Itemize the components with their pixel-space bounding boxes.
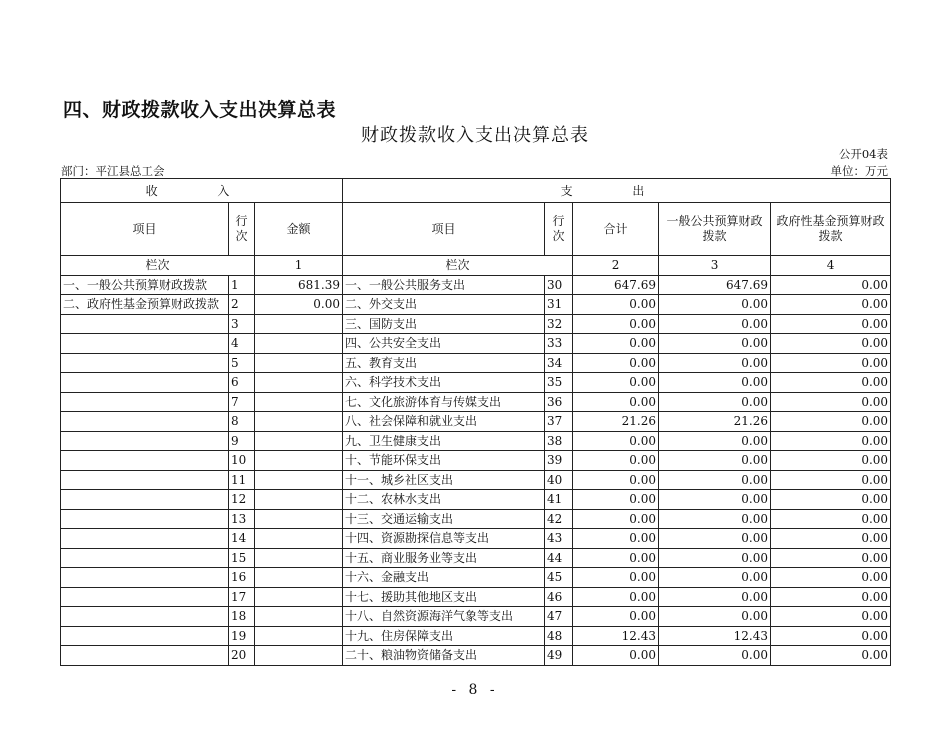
total-index: 2 (573, 256, 659, 276)
expense-fund-cell: 0.00 (771, 275, 891, 295)
income-item-cell (61, 646, 229, 666)
table-row (61, 275, 891, 295)
income-row-no-cell: 18 (229, 607, 255, 627)
income-amount-cell (255, 548, 343, 568)
expense-item-cell: 七、文化旅游体育与传媒支出 (343, 392, 545, 412)
expense-general-cell: 0.00 (659, 607, 771, 627)
expense-item-cell: 十一、城乡社区支出 (343, 470, 545, 490)
table-row (61, 548, 891, 568)
expense-total-cell: 0.00 (573, 646, 659, 666)
expense-row-no-cell: 32 (545, 314, 573, 334)
expense-total-cell: 21.26 (573, 412, 659, 432)
expense-fund-cell: 0.00 (771, 509, 891, 529)
expense-general-cell: 0.00 (659, 568, 771, 588)
general-index: 3 (659, 256, 771, 276)
expense-item-cell: 十六、金融支出 (343, 568, 545, 588)
expense-general-cell: 0.00 (659, 529, 771, 549)
income-amount-cell (255, 392, 343, 412)
expense-general-cell: 0.00 (659, 646, 771, 666)
table-row (61, 646, 891, 666)
expense-row-no-cell: 45 (545, 568, 573, 588)
expense-row-no-cell: 43 (545, 529, 573, 549)
expense-row-no-cell: 46 (545, 587, 573, 607)
expense-row-no-cell: 44 (545, 548, 573, 568)
expense-general-cell: 0.00 (659, 392, 771, 412)
income-item-cell (61, 587, 229, 607)
expense-total-cell: 0.00 (573, 490, 659, 510)
table-row (61, 314, 891, 334)
expense-fund-cell: 0.00 (771, 334, 891, 354)
expense-general-cell: 0.00 (659, 548, 771, 568)
income-amount-cell (255, 509, 343, 529)
table-row (61, 431, 891, 451)
expense-item-cell: 二、外交支出 (343, 295, 545, 315)
unit-label: 单位：万元 (830, 164, 888, 178)
table-row (61, 392, 891, 412)
expense-general-cell: 0.00 (659, 353, 771, 373)
income-row-no-cell: 5 (229, 353, 255, 373)
expense-total-cell: 0.00 (573, 529, 659, 549)
income-row-no-cell: 4 (229, 334, 255, 354)
table-row (61, 509, 891, 529)
expense-general-header: 一般公共预算财政拨款 (659, 203, 771, 256)
expense-item-cell: 五、教育支出 (343, 353, 545, 373)
expense-section-header: 支 出 (343, 179, 891, 203)
expense-general-cell: 0.00 (659, 451, 771, 471)
expense-index-label: 栏次 (343, 256, 573, 276)
form-number: 公开04表 (838, 147, 888, 161)
expense-total-cell: 647.69 (573, 275, 659, 295)
expense-fund-cell: 0.00 (771, 548, 891, 568)
income-amount-cell (255, 470, 343, 490)
expense-row-no-cell: 40 (545, 470, 573, 490)
table-row (61, 568, 891, 588)
expense-fund-cell: 0.00 (771, 490, 891, 510)
expense-row-no-cell: 37 (545, 412, 573, 432)
income-amount-cell (255, 353, 343, 373)
expense-row-no-cell: 38 (545, 431, 573, 451)
table-row (61, 490, 891, 510)
income-row-no-cell: 11 (229, 470, 255, 490)
expense-fund-cell: 0.00 (771, 607, 891, 627)
expense-general-cell: 0.00 (659, 431, 771, 451)
expense-total-header: 合计 (573, 203, 659, 256)
expense-total-cell: 0.00 (573, 353, 659, 373)
income-row-no-cell: 20 (229, 646, 255, 666)
expense-row-no-cell: 35 (545, 373, 573, 393)
expense-row-no-cell: 39 (545, 451, 573, 471)
expense-row-no-cell: 42 (545, 509, 573, 529)
income-item-cell (61, 314, 229, 334)
expense-item-cell: 六、科学技术支出 (343, 373, 545, 393)
table-row (61, 353, 891, 373)
income-amount-cell (255, 568, 343, 588)
expense-total-cell: 0.00 (573, 373, 659, 393)
expense-item-cell: 十九、住房保障支出 (343, 626, 545, 646)
expense-item-cell: 十八、自然资源海洋气象等支出 (343, 607, 545, 627)
expense-fund-cell: 0.00 (771, 295, 891, 315)
expense-total-cell: 0.00 (573, 548, 659, 568)
expense-total-cell: 0.00 (573, 587, 659, 607)
expense-item-cell: 三、国防支出 (343, 314, 545, 334)
income-item-cell (61, 353, 229, 373)
income-row-no-cell: 12 (229, 490, 255, 510)
expense-general-cell: 0.00 (659, 314, 771, 334)
page-heading: 四、财政拨款收入支出决算总表 (63, 99, 337, 121)
income-row-no-cell: 15 (229, 548, 255, 568)
expense-fund-cell: 0.00 (771, 314, 891, 334)
income-item-cell (61, 334, 229, 354)
expense-general-cell: 0.00 (659, 509, 771, 529)
expense-fund-header: 政府性基金预算财政拨款 (771, 203, 891, 256)
expense-fund-cell: 0.00 (771, 646, 891, 666)
income-amount-cell (255, 334, 343, 354)
income-item-cell (61, 470, 229, 490)
expense-total-cell: 0.00 (573, 431, 659, 451)
income-amount-cell (255, 451, 343, 471)
section-header-row (61, 179, 891, 203)
table-row (61, 470, 891, 490)
income-item-cell: 一、一般公共预算财政拨款 (61, 275, 229, 295)
fund-index: 4 (771, 256, 891, 276)
expense-item-cell: 十三、交通运输支出 (343, 509, 545, 529)
expense-total-cell: 0.00 (573, 470, 659, 490)
income-row-no-cell: 10 (229, 451, 255, 471)
income-row-no-cell: 9 (229, 431, 255, 451)
income-amount-cell (255, 314, 343, 334)
expense-fund-cell: 0.00 (771, 529, 891, 549)
income-row-no-cell: 3 (229, 314, 255, 334)
table-row (61, 626, 891, 646)
expense-general-cell: 0.00 (659, 295, 771, 315)
income-amount-cell (255, 626, 343, 646)
expense-fund-cell: 0.00 (771, 392, 891, 412)
table-row (61, 529, 891, 549)
expense-fund-cell: 0.00 (771, 626, 891, 646)
income-row-no-cell: 6 (229, 373, 255, 393)
expense-item-cell: 九、卫生健康支出 (343, 431, 545, 451)
expense-fund-cell: 0.00 (771, 451, 891, 471)
expense-fund-cell: 0.00 (771, 431, 891, 451)
expense-row-no-cell: 36 (545, 392, 573, 412)
income-row-no-cell: 17 (229, 587, 255, 607)
expense-total-cell: 0.00 (573, 509, 659, 529)
expense-item-cell: 一、一般公共服务支出 (343, 275, 545, 295)
expense-row-no-cell: 31 (545, 295, 573, 315)
income-row-no-cell: 7 (229, 392, 255, 412)
column-header-row (61, 203, 891, 256)
income-amount-cell (255, 490, 343, 510)
table-row (61, 373, 891, 393)
expense-general-cell: 0.00 (659, 373, 771, 393)
expense-row-no-cell: 49 (545, 646, 573, 666)
table-row (61, 412, 891, 432)
income-item-cell (61, 431, 229, 451)
income-index-label: 栏次 (61, 256, 255, 276)
expense-fund-cell: 0.00 (771, 373, 891, 393)
income-amount-cell (255, 646, 343, 666)
expense-fund-cell: 0.00 (771, 470, 891, 490)
expense-item-cell: 十四、资源勘探信息等支出 (343, 529, 545, 549)
income-item-cell (61, 451, 229, 471)
expense-general-cell: 0.00 (659, 470, 771, 490)
expense-item-cell: 十七、援助其他地区支出 (343, 587, 545, 607)
income-row-no-cell: 19 (229, 626, 255, 646)
income-row-no-cell: 13 (229, 509, 255, 529)
column-index-row (61, 256, 891, 276)
expense-general-cell: 647.69 (659, 275, 771, 295)
budget-table (60, 178, 891, 666)
income-amount-cell (255, 431, 343, 451)
income-amount-cell: 0.00 (255, 295, 343, 315)
income-amount-index: 1 (255, 256, 343, 276)
expense-total-cell: 12.43 (573, 626, 659, 646)
expense-fund-cell: 0.00 (771, 353, 891, 373)
expense-row-no-cell: 33 (545, 334, 573, 354)
income-item-cell (61, 490, 229, 510)
table-title: 财政拨款收入支出决算总表 (361, 125, 589, 146)
income-item-cell (61, 626, 229, 646)
income-amount-cell: 681.39 (255, 275, 343, 295)
expense-item-cell: 十、节能环保支出 (343, 451, 545, 471)
table-row (61, 295, 891, 315)
income-amount-cell (255, 412, 343, 432)
expense-total-cell: 0.00 (573, 392, 659, 412)
expense-row-no-cell: 41 (545, 490, 573, 510)
income-item-cell (61, 509, 229, 529)
expense-item-cell: 二十、粮油物资储备支出 (343, 646, 545, 666)
expense-fund-cell: 0.00 (771, 412, 891, 432)
expense-item-header: 项目 (343, 203, 545, 256)
expense-general-cell: 0.00 (659, 334, 771, 354)
income-amount-cell (255, 607, 343, 627)
expense-total-cell: 0.00 (573, 314, 659, 334)
expense-fund-cell: 0.00 (771, 587, 891, 607)
expense-item-cell: 八、社会保障和就业支出 (343, 412, 545, 432)
income-amount-header: 金额 (255, 203, 343, 256)
income-row-no-cell: 8 (229, 412, 255, 432)
income-row-no-header: 行次 (229, 203, 255, 256)
expense-total-cell: 0.00 (573, 568, 659, 588)
expense-general-cell: 0.00 (659, 490, 771, 510)
income-row-no-cell: 1 (229, 275, 255, 295)
income-amount-cell (255, 587, 343, 607)
income-item-cell (61, 412, 229, 432)
expense-item-cell: 十五、商业服务业等支出 (343, 548, 545, 568)
income-row-no-cell: 2 (229, 295, 255, 315)
expense-fund-cell: 0.00 (771, 568, 891, 588)
income-row-no-cell: 14 (229, 529, 255, 549)
table-row (61, 587, 891, 607)
expense-item-cell: 四、公共安全支出 (343, 334, 545, 354)
income-item-cell (61, 392, 229, 412)
table-row (61, 334, 891, 354)
income-item-cell (61, 373, 229, 393)
income-section-header: 收 入 (61, 179, 343, 203)
income-row-no-cell: 16 (229, 568, 255, 588)
expense-row-no-cell: 34 (545, 353, 573, 373)
income-item-cell: 二、政府性基金预算财政拨款 (61, 295, 229, 315)
expense-total-cell: 0.00 (573, 607, 659, 627)
department-label: 部门：平江县总工会 (61, 164, 165, 178)
expense-item-cell: 十二、农林水支出 (343, 490, 545, 510)
income-amount-cell (255, 373, 343, 393)
expense-total-cell: 0.00 (573, 295, 659, 315)
income-amount-cell (255, 529, 343, 549)
table-row (61, 607, 891, 627)
expense-general-cell: 12.43 (659, 626, 771, 646)
income-item-cell (61, 548, 229, 568)
table-row (61, 451, 891, 471)
expense-row-no-cell: 47 (545, 607, 573, 627)
income-item-cell (61, 529, 229, 549)
income-item-cell (61, 607, 229, 627)
expense-general-cell: 21.26 (659, 412, 771, 432)
expense-row-no-cell: 48 (545, 626, 573, 646)
expense-total-cell: 0.00 (573, 451, 659, 471)
expense-row-no-header: 行次 (545, 203, 573, 256)
expense-general-cell: 0.00 (659, 587, 771, 607)
income-item-cell (61, 568, 229, 588)
page-number: - 8 - (451, 682, 499, 698)
income-item-header: 项目 (61, 203, 229, 256)
expense-row-no-cell: 30 (545, 275, 573, 295)
expense-total-cell: 0.00 (573, 334, 659, 354)
